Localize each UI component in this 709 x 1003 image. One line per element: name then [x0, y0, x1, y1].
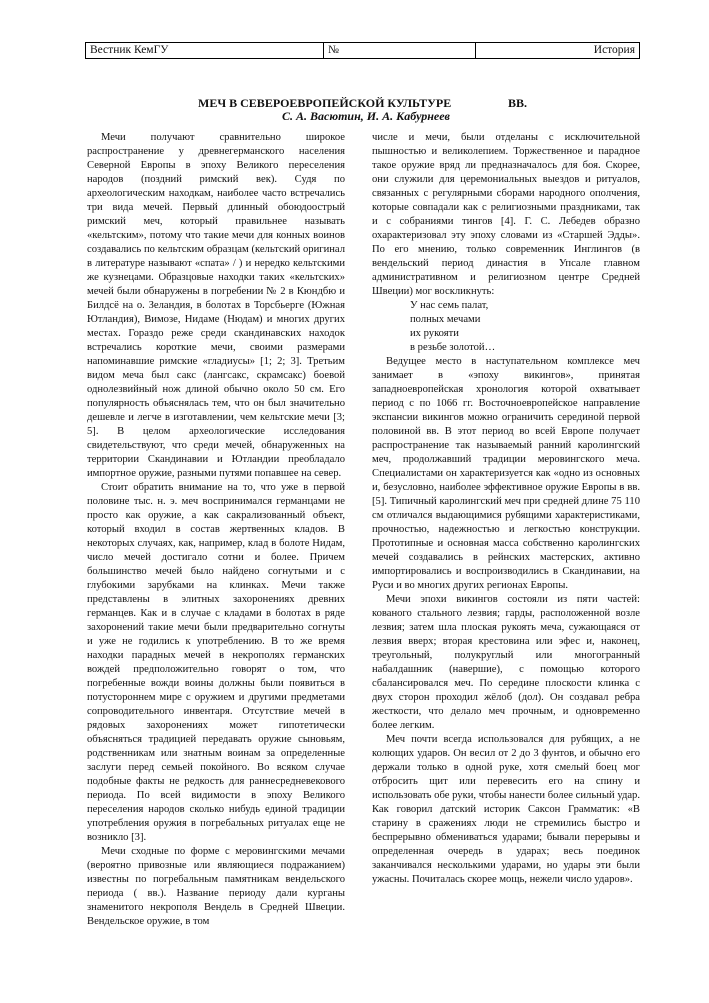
paragraph: Меч почти всегда использовался для рубящих, а не колющих ударов. Он весил от 2 до 3 фунтов, и обычно его держали только в одной руке, хотя смелый боец мог отбросить щит или перевесить его на спину и использовать обе руки, чтобы нанести более сильный удар. Как говорил датский историк Саксон Грамматик: «В старину в сражениях люди не стремились быстро и беспрерывно обмениваться ударами; бывали перерывы и определенная очередь в ударах; весь поединок заканчивался несколькими ударами, но удары эти были ужасны. Почиталась скорее мощь, нежели число ударов».	[372, 734, 640, 885]
issue-number: №	[324, 43, 476, 58]
journal-name: Вестник КемГУ	[86, 43, 324, 58]
article-authors: С. А. Васютин, И. А. Кабурнеев	[282, 109, 450, 123]
paragraph: Мечи сходные по форме с меровингскими мечами (вероятно привозные или являющиеся подражанием) известны по погребальным памятникам вендельского периода ( вв.). Название периоду дали курганы знаменитого некрополя Вендель в Средней Швеции. Вендельское оружие, в том	[87, 846, 345, 927]
journal-header	[85, 42, 640, 59]
right-column	[372, 131, 640, 887]
paragraph: числе и мечи, были отделаны с исключительной пышностью и великолепием. Торжественное и парадное такое оружие вряд ли предназначалось для боя. Скорее, они служили для церемониальных выездов и ритуалов, связанных с регулярными сборами народного ополчения, которые совпадали как с религиозными праздниками, так и с собраниями тингов [4]. Г. С. Лебедев образно охарактеризовал эту эпоху словами из «Старшей Эдды». По его мнению, только современник Инглингов (в вендельский период династия в Упсале главном административном и религиозном центре Средней Швеции) мог воскликнуть:	[372, 132, 640, 297]
verse-line: У нас семь палат,	[410, 300, 489, 311]
verse-line: в резьбе золотой…	[410, 342, 496, 353]
article-title-suffix: ВВ.	[508, 96, 528, 110]
paragraph: Стоит обратить внимание на то, что уже в первой половине тыс. н. э. меч воспринимался германцами не просто как оружие, а как сакрализованный объект, который входил в состав жертвенных кладов. В некоторых случаях, как, например, клад в болоте Нидам, число мечей достигало сотни и более. Причем большинство мечей было найдено согнутыми и с глубокими зарубками на клинках. Мечи также представлены в элитных захоронениях древних германцев. Как и в случае с кладами в болотах в ряде захоронений такие мечи были предварительно согнуты и уже не годились к употреблению. В то же время находки парадных мечей в некрополях германских вождей предположительно говорят о том, что погребенные вожди воины должны были появиться в потустороннем мире с оружием и другими предметами сопроводительного инвентаря. Отсутствие мечей в рядовых захоронениях может гипотетически объясняться традицией передавать оружие сыновьям, родственникам или знатным воинам за определенные заслуги перед семьей покойного. Во всяком случае подобные факты не редкость для раннесредневекового периода. По всей видимости в эпоху Великого переселения народов сколько нибудь единой традиции употребления оружия в погребальных ритуалах еще не возникло [3].	[87, 482, 345, 843]
article-title-main: МЕЧ В СЕВЕРОЕВРОПЕЙСКОЙ КУЛЬТУРЕ	[198, 96, 452, 110]
verse-line: полных мечами	[410, 314, 481, 325]
paragraph: Ведущее место в наступательном комплексе меч занимает в «эпоху викингов», принятая западноевропейская хронология которой охватывает период с по 1066 гг. Восточноевропейское направление экспансии викингов можно ограничить серединой первой половиной вв. В этот период во всей Европе получает распространение так называемый ранний каролингский меч, продолжавший традиции меровингского меча. Специалистами он характеризуется как «одно из основных и, безусловно, наиболее эффективное оружие Европы в вв. [5]. Типичный каролингский меч при средней длине 75 110 см отличался выдающимися рубящими характеристиками, прочностью, надежностью и легкостью конструкции. Прототипные и основная масса собственно каролингских мечей создавались в рейнских мастерских, активно импортировались и воспроизводились в Скандинавии, на Руси и во многих других регионах Европы.	[372, 356, 640, 591]
section-name: История	[593, 44, 635, 56]
paragraph: Мечи получают сравнительно широкое распространение у древнегерманского населения Северной Европы в эпоху Великого переселения народов (поздний римский век). Судя по археологическим находкам, наиболее часто встречались три вида мечей. Первый длинный обоюдоострый римский меч, который правильнее называть «кельтским», потому что такие мечи для конных воинов создавались по кельтским образцам (кельтский оригинал в литературе называют «спата» / ) и нередко кельтскими же кузнецами. Образцовые находки таких «кельтских» мечей были обнаружены в погребении № 2 в Кюндбю и Билдсё на о. Зеландия, в болотах в Торсбьерге (Южная Ютландия), Вимозе, Нидаме (Нюдам) и многих других местах. Гораздо реже среди скандинавских находок встречались короткие мечи, своими размерами напоминавшие римские «гладиусы» [1; 2; 3]. Третьим видом меча был сакс (лангсакс, скрамсакс) боевой однолезвийный нож длиной обычно около 50 см. Его популярность объяснялась тем, что он был значительно дешевле и легче в изготавлении, чем кельтские мечи [3; 5]. В целом археологические исследования свидетельствуют, что среди мечей, обнаруженных на территории Скандинавии и Ютландии преобладало импортное оружие, разными путями попавшее на север.	[87, 132, 345, 479]
verse-line: их рукояти	[410, 328, 459, 339]
left-column	[87, 131, 345, 929]
paragraph: Мечи эпохи викингов состояли из пяти частей: кованого стального лезвия; гарды, расположенной возле лезвия; затем шла плоская рукоять меча, сужающаяся от лезвия вверх; вторая крестовина или эфес и, наконец, треугольный, полукруглый или многогранный набалдашник (навершие), с помощью которого сбалансировался меч. По середине плоскости клинка с двух сторон проходил жёлоб (дол). Он создавал ребра жесткости, что делало меч прочным, и одновременно более легким.	[372, 594, 640, 731]
